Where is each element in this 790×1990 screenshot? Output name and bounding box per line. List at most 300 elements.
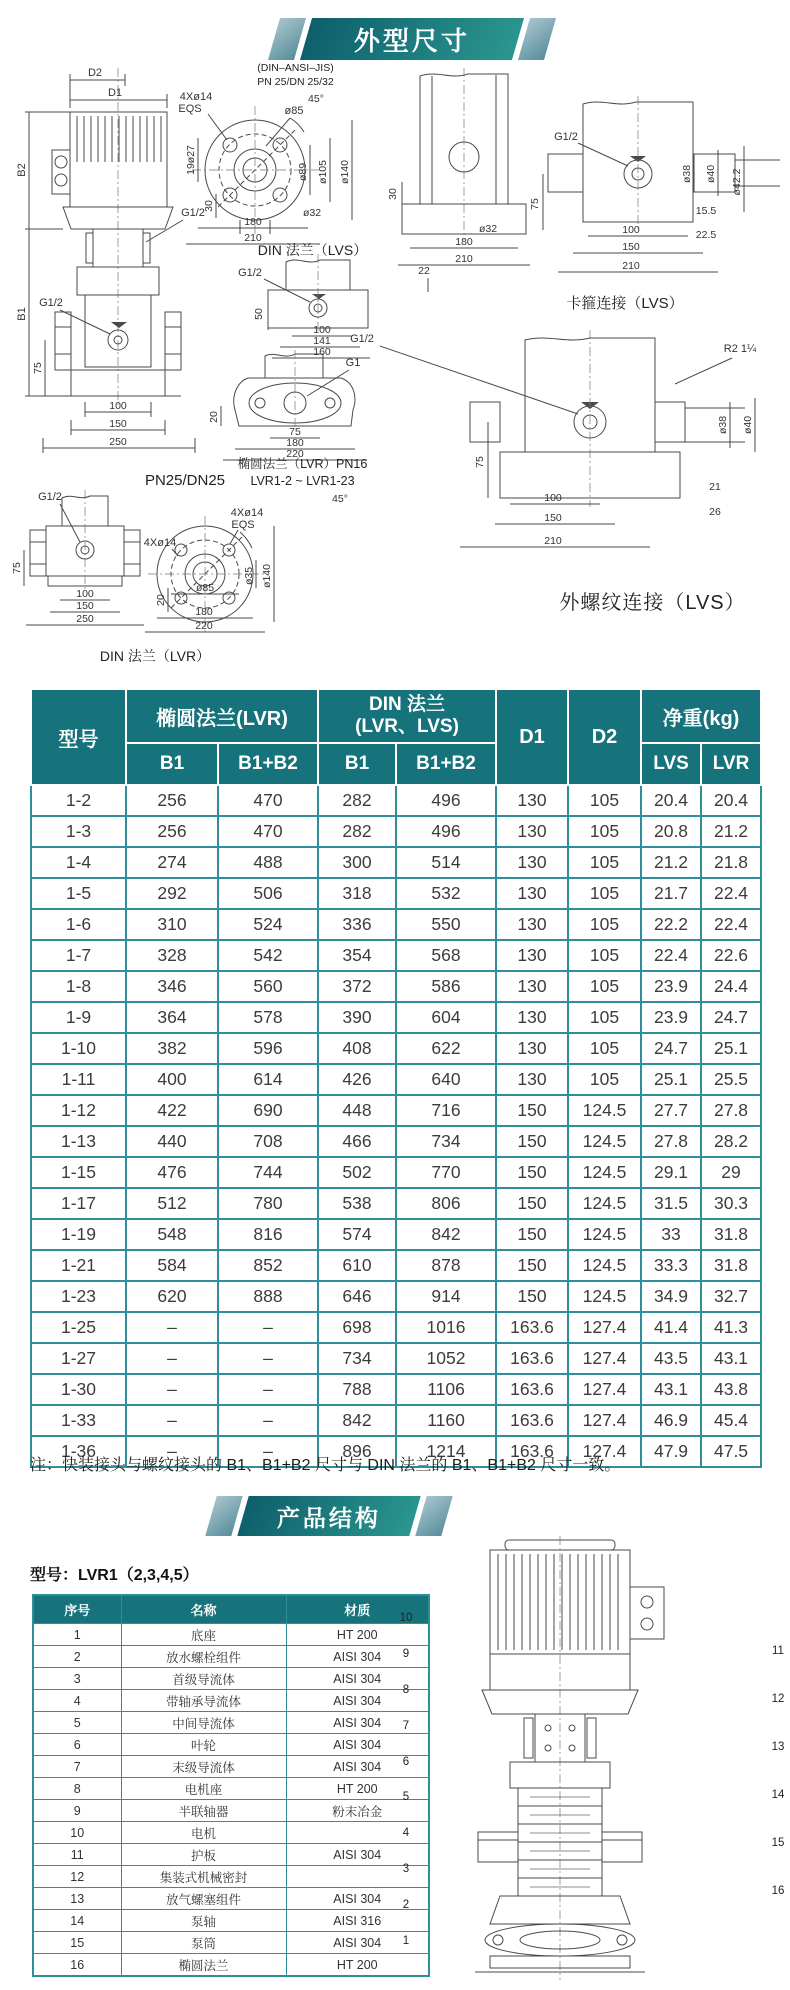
table-cell: 716 (396, 1095, 496, 1126)
table-cell: 690 (218, 1095, 318, 1126)
table-cell: 788 (318, 1374, 396, 1405)
dim-20: 20 (155, 594, 167, 606)
callout-number: 9 (402, 1647, 410, 1660)
clamp-left-outline (402, 68, 526, 240)
table-cell: 466 (318, 1126, 396, 1157)
table-cell: 叶轮 (121, 1734, 286, 1756)
table-cell: 1 (33, 1624, 121, 1646)
structure-coupling (482, 1536, 638, 1980)
table-row (31, 1188, 761, 1219)
table-cell: 105 (568, 940, 641, 971)
table-cell: 422 (126, 1095, 218, 1126)
body-outline (30, 490, 140, 590)
table-row (31, 1343, 761, 1374)
dim-o35: ø35 (243, 566, 255, 586)
col-subheader-b1-din (318, 743, 396, 785)
table-cell: 124.5 (568, 1250, 641, 1281)
table-cell: 1-10 (31, 1033, 126, 1064)
table-cell: 31.8 (701, 1250, 761, 1281)
table-cell: 300 (318, 847, 396, 878)
dimensions-table-header (31, 689, 761, 785)
table-cell: 34.9 (641, 1281, 701, 1312)
table-cell: – (126, 1343, 218, 1374)
dim-o32: ø32 (302, 207, 322, 219)
dim-g12-top: G1/2 (181, 207, 205, 219)
table-cell: 11 (33, 1844, 121, 1866)
table-row (33, 1932, 429, 1954)
table-cell: 1-11 (31, 1064, 126, 1095)
table-cell: 130 (496, 878, 568, 909)
dim-g12: G1/2 (238, 267, 262, 279)
table-cell: 护板 (121, 1844, 286, 1866)
table-row (31, 940, 761, 971)
table-cell: 888 (218, 1281, 318, 1312)
table-cell: 604 (396, 1002, 496, 1033)
table-cell: AISI 304 (286, 1932, 429, 1954)
dim-o38: ø38 (681, 164, 693, 184)
table-row (31, 847, 761, 878)
table-cell: 163.6 (496, 1343, 568, 1374)
table-cell: 43.1 (701, 1343, 761, 1374)
col-header-model-label: 型号 (58, 728, 99, 751)
dim-180: 180 (195, 606, 213, 618)
table-cell: 16 (33, 1954, 121, 1977)
table-cell: 574 (318, 1219, 396, 1250)
caption-pn25: PN25/DN25 (144, 472, 226, 489)
parts-table-header (33, 1595, 429, 1624)
dim-4x14: 4Xø14 (179, 91, 213, 103)
table-row (33, 1668, 429, 1690)
table-cell: 127.4 (568, 1343, 641, 1374)
table-cell: 1-12 (31, 1095, 126, 1126)
section-title-structure: 产品结构 (277, 1504, 381, 1531)
table-cell: – (126, 1405, 218, 1436)
dim-o40: ø40 (742, 415, 754, 435)
banner-stripe-right (518, 18, 556, 60)
table-cell: 586 (396, 971, 496, 1002)
table-cell: 29 (701, 1157, 761, 1188)
dim-180: 180 (286, 437, 304, 449)
table-cell: 124.5 (568, 1126, 641, 1157)
table-cell: 130 (496, 785, 568, 816)
table-cell: 泵筒 (121, 1932, 286, 1954)
table-row (31, 1219, 761, 1250)
section-banner-structure (205, 1496, 453, 1536)
callouts-right (768, 1645, 788, 1897)
table-cell: 256 (126, 785, 218, 816)
section-title-dimensions: 外型尺寸 (353, 25, 470, 56)
table-cell: 粉末冶金 (286, 1800, 429, 1822)
clamp-right-dimensions (529, 131, 744, 272)
table-cell: 440 (126, 1126, 218, 1157)
table-cell: 23.9 (641, 1002, 701, 1033)
table-cell: 292 (126, 878, 218, 909)
col-header-weight (641, 689, 761, 743)
table-cell: 130 (496, 971, 568, 1002)
dim-210: 210 (244, 232, 262, 244)
table-row (31, 1312, 761, 1343)
table-cell: 744 (218, 1157, 318, 1188)
dim-g12: G1/2 (350, 333, 374, 345)
table-cell: 泵轴 (121, 1910, 286, 1932)
table-cell: 578 (218, 1002, 318, 1033)
dim-22: 22 (418, 265, 430, 277)
table-cell: 10 (33, 1822, 121, 1844)
table-cell: 400 (126, 1064, 218, 1095)
caption-thread: 外螺纹连接（LVS） (559, 592, 746, 614)
dim-210: 210 (544, 535, 562, 547)
table-cell: 27.7 (641, 1095, 701, 1126)
table-cell: 698 (318, 1312, 396, 1343)
table-cell: 电机座 (121, 1778, 286, 1800)
table-cell: 41.4 (641, 1312, 701, 1343)
table-cell: 4 (33, 1690, 121, 1712)
table-cell: 1-15 (31, 1157, 126, 1188)
std-line1: (DIN–ANSI–JIS) (257, 62, 334, 74)
parts-table (32, 1594, 430, 1977)
table-cell: 542 (218, 940, 318, 971)
table-cell: – (218, 1436, 318, 1467)
callout-number: 14 (771, 1789, 785, 1801)
dim-100: 100 (313, 324, 331, 336)
table-cell: 734 (396, 1126, 496, 1157)
table-cell: 124.5 (568, 1219, 641, 1250)
subheader-label: LVS (653, 753, 689, 774)
dim-o32: ø32 (478, 223, 498, 235)
table-cell: 620 (126, 1281, 218, 1312)
table-cell: 32.7 (701, 1281, 761, 1312)
table-cell: 43.8 (701, 1374, 761, 1405)
table-cell: 20.4 (641, 785, 701, 816)
table-cell: AISI 316 (286, 1910, 429, 1932)
callout-number: 6 (402, 1755, 410, 1768)
table-cell: AISI 304 (286, 1668, 429, 1690)
table-cell: 1160 (396, 1405, 496, 1436)
table-cell: 842 (396, 1219, 496, 1250)
callouts-left (396, 1612, 416, 1947)
table-cell: 878 (396, 1250, 496, 1281)
table-cell: 640 (396, 1064, 496, 1095)
col-header-name (121, 1595, 286, 1624)
table-cell: 502 (318, 1157, 396, 1188)
table-cell: 41.3 (701, 1312, 761, 1343)
table-cell: AISI 304 (286, 1844, 429, 1866)
table-cell: 105 (568, 785, 641, 816)
table-cell: 1-25 (31, 1312, 126, 1343)
table-cell: 24.7 (701, 1002, 761, 1033)
table-cell: 20.8 (641, 816, 701, 847)
table-cell: 568 (396, 940, 496, 971)
table-cell: 2 (33, 1646, 121, 1668)
table-cell: 150 (496, 1188, 568, 1219)
table-row (33, 1690, 429, 1712)
table-cell: 放水螺栓组件 (121, 1646, 286, 1668)
table-cell: AISI 304 (286, 1690, 429, 1712)
dim-50: 50 (253, 308, 265, 320)
table-cell: 163.6 (496, 1405, 568, 1436)
clamp-connection-drawing (388, 62, 790, 297)
table-cell: – (218, 1343, 318, 1374)
table-cell: 集装式机械密封 (121, 1866, 286, 1888)
table-row (33, 1624, 429, 1646)
table-cell: 506 (218, 878, 318, 909)
dim-30: 30 (203, 200, 215, 212)
dim-o85: ø85 (284, 105, 304, 117)
din-flange-lvs-drawing (178, 88, 393, 253)
table-cell: 5 (33, 1712, 121, 1734)
table-cell: 8 (33, 1778, 121, 1800)
dim-210: 210 (622, 260, 640, 272)
table-cell: AISI 304 (286, 1646, 429, 1668)
table-cell: 127.4 (568, 1374, 641, 1405)
col-subheader-b1-oval (126, 743, 218, 785)
callout-number: 1 (402, 1934, 410, 1947)
table-cell: 163.6 (496, 1374, 568, 1405)
table-cell: 椭圆法兰 (121, 1954, 286, 1977)
table-row (31, 909, 761, 940)
table-cell: 346 (126, 971, 218, 1002)
table-cell: 30.3 (701, 1188, 761, 1219)
din-lvr-top-drawing (140, 486, 370, 638)
dim-d2: D2 (87, 67, 103, 79)
dim-210-left: 210 (455, 253, 473, 265)
thread-connection-drawing (340, 322, 790, 572)
table-cell: 1-4 (31, 847, 126, 878)
table-cell: 163.6 (496, 1436, 568, 1467)
callout-number: 15 (771, 1837, 785, 1849)
subheader-label: B1 (159, 753, 185, 774)
col-header-din-line1: DIN 法兰 (369, 694, 446, 716)
table-cell: 127.4 (568, 1405, 641, 1436)
callout-number: 12 (771, 1693, 785, 1705)
col-header-din-flange (318, 689, 496, 743)
caption-din-lvs: DIN 法兰（LVS） (257, 242, 368, 258)
std-line2: PN 25/DN 25/32 (257, 75, 334, 88)
table-cell: 256 (126, 816, 218, 847)
dim-75: 75 (289, 426, 301, 438)
table-cell: 150 (496, 1095, 568, 1126)
parts-header-label: 名称 (190, 1603, 217, 1618)
table-cell: 22.4 (641, 940, 701, 971)
table-cell: 13 (33, 1888, 121, 1910)
dim-75: 75 (529, 198, 541, 210)
table-cell: – (126, 1436, 218, 1467)
dim-100: 100 (622, 224, 640, 236)
callout-number: 8 (402, 1683, 410, 1696)
table-cell: 770 (396, 1157, 496, 1188)
col-subheader-lvr (701, 743, 761, 785)
table-cell: 21.8 (701, 847, 761, 878)
parts-table-body (33, 1624, 429, 1977)
table-cell: 1-9 (31, 1002, 126, 1033)
table-row (31, 1281, 761, 1312)
table-cell: 496 (396, 816, 496, 847)
caption-din-lvr: DIN 法兰（LVR） (99, 648, 211, 664)
table-row (33, 1800, 429, 1822)
table-row (33, 1910, 429, 1932)
table-cell: 25.1 (641, 1064, 701, 1095)
table-cell: 20.4 (701, 785, 761, 816)
col-subheader-b1b2-din (396, 743, 496, 785)
table-cell: 105 (568, 816, 641, 847)
table-cell: – (218, 1374, 318, 1405)
caption-oval-line2: LVR1-2 ~ LVR1-23 (250, 473, 355, 488)
banner-stripe-right (415, 1496, 452, 1536)
callout-number: 10 (399, 1612, 413, 1624)
dim-250: 250 (109, 436, 127, 448)
table-row (31, 1250, 761, 1281)
table-cell: 12 (33, 1866, 121, 1888)
table-cell: 105 (568, 1033, 641, 1064)
dim-250: 250 (76, 613, 94, 625)
table-cell: HT 200 (286, 1778, 429, 1800)
table-cell: – (218, 1312, 318, 1343)
dim-21: 21 (709, 481, 721, 493)
flange-dimensions (178, 91, 352, 244)
table-cell: 43.1 (641, 1374, 701, 1405)
dim-o85: ø85 (195, 582, 215, 594)
table-cell: 610 (318, 1250, 396, 1281)
table-cell: 1-36 (31, 1436, 126, 1467)
table-row (33, 1844, 429, 1866)
table-row (33, 1646, 429, 1668)
table-cell: 1-23 (31, 1281, 126, 1312)
table-row (33, 1822, 429, 1844)
table-cell: 127.4 (568, 1312, 641, 1343)
col-subheader-lvs (641, 743, 701, 785)
table-cell: 130 (496, 1064, 568, 1095)
table-cell: 560 (218, 971, 318, 1002)
col-header-weight-label: 净重(kg) (662, 707, 740, 730)
table-cell: – (126, 1312, 218, 1343)
table-cell: 130 (496, 940, 568, 971)
pump-structure-drawing (390, 1532, 790, 1987)
table-cell: 1-19 (31, 1219, 126, 1250)
table-row (33, 1866, 429, 1888)
table-cell: 31.5 (641, 1188, 701, 1219)
table-cell: 46.9 (641, 1405, 701, 1436)
col-header-d2-label: D2 (591, 725, 618, 748)
table-cell: 130 (496, 847, 568, 878)
table-cell: 24.4 (701, 971, 761, 1002)
table-row (33, 1734, 429, 1756)
table-note: 注：快装接头与螺纹接头的 B1、B1+B2 尺寸与 DIN 法兰的 B1、B1+B2 尺寸一致。 (30, 1457, 621, 1474)
table-cell: 45.4 (701, 1405, 761, 1436)
table-row (31, 1405, 761, 1436)
table-cell: 1214 (396, 1436, 496, 1467)
table-cell: 532 (396, 878, 496, 909)
caption-oval-line1: 椭圆法兰（LVR）PN16 (237, 457, 368, 471)
table-cell: 25.1 (701, 1033, 761, 1064)
table-cell: 14 (33, 1910, 121, 1932)
dim-160: 160 (313, 346, 331, 358)
dim-g12: G1/2 (554, 131, 578, 143)
table-cell: 27.8 (641, 1126, 701, 1157)
table-cell: 22.4 (701, 909, 761, 940)
table-cell: 382 (126, 1033, 218, 1064)
table-cell: 150 (496, 1126, 568, 1157)
table-row (31, 1002, 761, 1033)
table-cell: 105 (568, 909, 641, 940)
table-cell: 43.5 (641, 1343, 701, 1374)
table-cell: 105 (568, 847, 641, 878)
table-cell: 105 (568, 971, 641, 1002)
table-row (31, 1064, 761, 1095)
table-cell: AISI 304 (286, 1734, 429, 1756)
dim-g12: G1/2 (38, 491, 62, 503)
table-cell: 470 (218, 816, 318, 847)
table-row (33, 1888, 429, 1910)
table-cell: 1016 (396, 1312, 496, 1343)
dim-19o27: 19ø27 (185, 145, 197, 175)
banner-stripe-left (268, 18, 306, 60)
table-cell: 9 (33, 1800, 121, 1822)
table-cell: 1-8 (31, 971, 126, 1002)
structure-motor (490, 1540, 664, 1690)
col-header-d2 (568, 689, 641, 785)
table-cell: 336 (318, 909, 396, 940)
col-header-index (33, 1595, 121, 1624)
table-cell: 734 (318, 1343, 396, 1374)
table-cell: 半联轴器 (121, 1800, 286, 1822)
table-row (33, 1712, 429, 1734)
dim-o140: ø140 (261, 564, 273, 588)
table-cell: 646 (318, 1281, 396, 1312)
subheader-label: B1 (344, 753, 370, 774)
dim-eqs: EQS (231, 519, 255, 531)
table-cell: 124.5 (568, 1157, 641, 1188)
table-cell: 24.7 (641, 1033, 701, 1064)
table-cell: 130 (496, 816, 568, 847)
table-cell: 放气螺塞组件 (121, 1888, 286, 1910)
table-cell: 105 (568, 1064, 641, 1095)
col-header-din-line2: (LVR、LVS) (355, 716, 459, 737)
table-cell: 806 (396, 1188, 496, 1219)
banner-stripe-left (205, 1496, 242, 1536)
dim-225: 22.5 (695, 229, 717, 241)
table-row (33, 1756, 429, 1778)
clamp-right-outline (548, 96, 780, 230)
table-cell: 896 (318, 1436, 396, 1467)
table-cell: 47.9 (641, 1436, 701, 1467)
col-subheader-b1b2-oval (218, 743, 318, 785)
dim-b2: B2 (16, 163, 28, 177)
banner-tag (300, 18, 524, 60)
table-cell: 127.4 (568, 1436, 641, 1467)
table-cell: 21.7 (641, 878, 701, 909)
table-cell: 622 (396, 1033, 496, 1064)
table-row (33, 1954, 429, 1977)
table-cell: 105 (568, 878, 641, 909)
table-cell: 1-7 (31, 940, 126, 971)
table-cell: 780 (218, 1188, 318, 1219)
dim-150: 150 (544, 512, 562, 524)
dim-o140: ø140 (339, 160, 351, 184)
table-cell: 150 (496, 1281, 568, 1312)
dim-45deg: 45° (332, 493, 348, 505)
thread-outline (470, 330, 745, 507)
dim-141: 141 (313, 335, 331, 347)
table-cell: 584 (126, 1250, 218, 1281)
dim-26: 26 (709, 506, 721, 518)
dim-d1: D1 (107, 87, 123, 99)
callout-number: 7 (402, 1719, 410, 1732)
table-cell: 150 (496, 1157, 568, 1188)
dim-75: 75 (11, 562, 23, 574)
table-cell: 852 (218, 1250, 318, 1281)
table-row (31, 971, 761, 1002)
table-row (31, 816, 761, 847)
